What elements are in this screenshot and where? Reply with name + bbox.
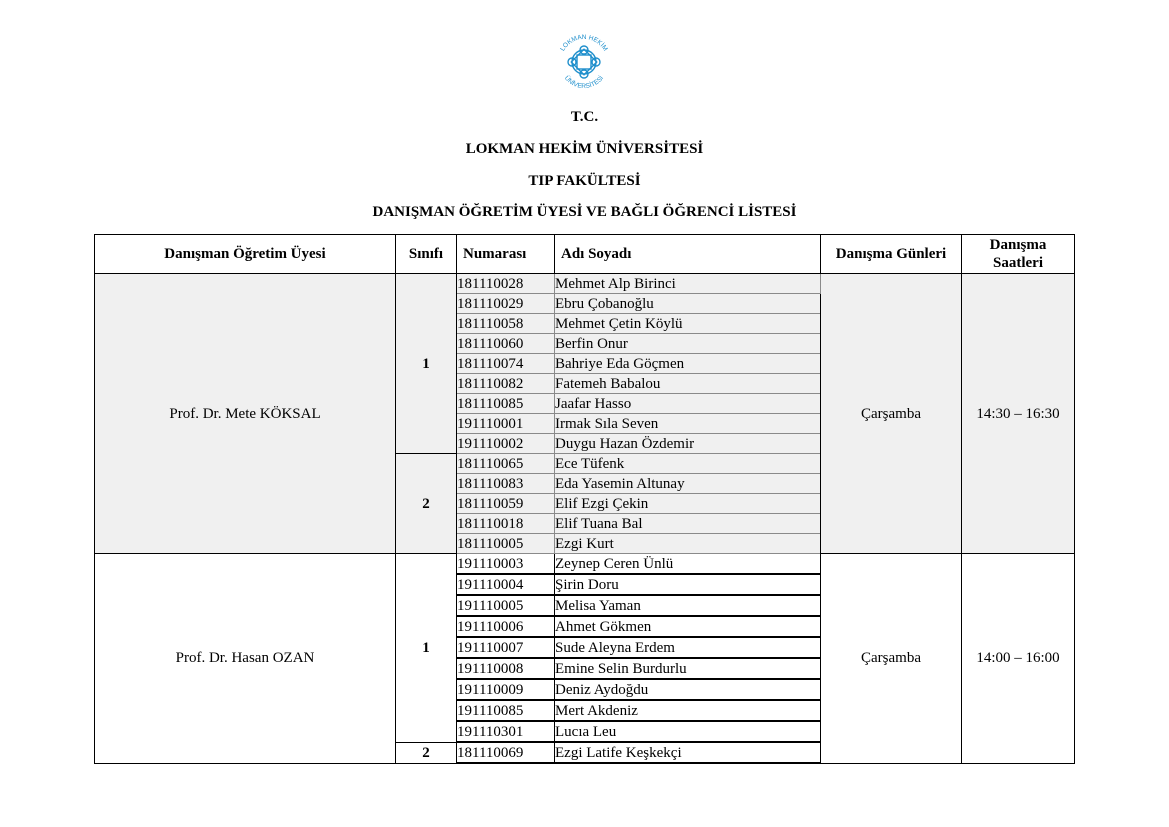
advisor-student-table: [94, 234, 1075, 764]
student-name: Bahriye Eda Göçmen: [555, 354, 821, 374]
advising-days: Çarşamba: [821, 554, 962, 764]
student-name: Zeynep Ceren Ünlü: [555, 554, 821, 575]
student-number: 181110074: [457, 354, 555, 374]
student-name: Elif Ezgi Çekin: [555, 494, 821, 514]
class-number: 1: [396, 274, 457, 454]
student-name: Mert Akdeniz: [555, 700, 821, 721]
student-name: Eda Yasemin Altunay: [555, 474, 821, 494]
student-number: 191110085: [457, 700, 555, 721]
class-number: 2: [396, 454, 457, 554]
student-number: 191110003: [457, 554, 555, 575]
student-number: 181110028: [457, 274, 555, 294]
header-class: Sınıfı: [396, 235, 457, 274]
advisor-group: [95, 554, 1075, 764]
student-number: 181110059: [457, 494, 555, 514]
student-number: 191110005: [457, 595, 555, 616]
student-number: 191110008: [457, 658, 555, 679]
student-number: 181110085: [457, 394, 555, 414]
heading-tc: T.C.: [570, 109, 599, 125]
class-number: 2: [396, 742, 457, 763]
student-number: 181110060: [457, 334, 555, 354]
student-number: 191110002: [457, 434, 555, 454]
student-number: 191110004: [457, 574, 555, 595]
student-number: 181110083: [457, 474, 555, 494]
header-number: Numarası: [457, 235, 555, 274]
header-advisor: Danışman Öğretim Üyesi: [95, 235, 396, 274]
header-days: Danışma Günleri: [821, 235, 962, 274]
student-name: Elif Tuana Bal: [555, 514, 821, 534]
advisor-name: Prof. Dr. Hasan OZAN: [95, 554, 396, 764]
student-name: Jaafar Hasso: [555, 394, 821, 414]
student-name: Melisa Yaman: [555, 595, 821, 616]
student-number: 181110065: [457, 454, 555, 474]
student-name: Deniz Aydoğdu: [555, 679, 821, 700]
university-logo-icon: [552, 30, 616, 94]
student-number: 181110082: [457, 374, 555, 394]
heading-list-title: DANIŞMAN ÖĞRETİM ÜYESİ VE BAĞLI ÖĞRENCİ LİSTESİ: [372, 204, 797, 220]
logo-text-top: LOKMAN HEKİM: [559, 33, 609, 53]
table-row: [95, 554, 1075, 575]
student-number: 191110301: [457, 721, 555, 742]
student-name: Ezgi Latife Keşkekçi: [555, 742, 821, 763]
logo-text-bottom: ÜNİVERSİTESİ: [562, 74, 606, 91]
student-name: Şirin Doru: [555, 574, 821, 595]
student-name: Emine Selin Burdurlu: [555, 658, 821, 679]
student-name: Irmak Sıla Seven: [555, 414, 821, 434]
heading-university: LOKMAN HEKİM ÜNİVERSİTESİ: [465, 141, 704, 157]
advisor-name: Prof. Dr. Mete KÖKSAL: [95, 274, 396, 554]
student-name: Fatemeh Babalou: [555, 374, 821, 394]
advising-hours: 14:00 – 16:00: [962, 554, 1075, 764]
table-row: [95, 274, 1075, 294]
student-name: Ahmet Gökmen: [555, 616, 821, 637]
student-number: 191110001: [457, 414, 555, 434]
student-number: 181110058: [457, 314, 555, 334]
class-number: 1: [396, 554, 457, 743]
table-header-row: [95, 235, 1075, 274]
student-name: Ebru Çobanoğlu: [555, 294, 821, 314]
advisor-group: [95, 274, 1075, 554]
header-hours: [962, 235, 1075, 274]
student-number: 191110007: [457, 637, 555, 658]
student-name: Berfin Onur: [555, 334, 821, 354]
advising-hours: 14:30 – 16:30: [962, 274, 1075, 554]
student-name: Mehmet Alp Birinci: [555, 274, 821, 294]
student-name: Lucıa Leu: [555, 721, 821, 742]
header-hours-line1: Danışma: [989, 237, 1047, 253]
student-number: 181110069: [457, 742, 555, 763]
student-number: 191110009: [457, 679, 555, 700]
header-hours-line2: Saatleri: [993, 255, 1043, 271]
student-number: 191110006: [457, 616, 555, 637]
student-number: 181110005: [457, 534, 555, 554]
student-number: 181110018: [457, 514, 555, 534]
student-number: 181110029: [457, 294, 555, 314]
student-name: Ezgi Kurt: [555, 534, 821, 554]
student-name: Ece Tüfenk: [555, 454, 821, 474]
svg-text:ÜNİVERSİTESİ: [563, 74, 605, 91]
student-name: Mehmet Çetin Köylü: [555, 314, 821, 334]
student-name: Sude Aleyna Erdem: [555, 637, 821, 658]
advising-days: Çarşamba: [821, 274, 962, 554]
student-name: Duygu Hazan Özdemir: [555, 434, 821, 454]
university-logo: [552, 30, 616, 94]
heading-faculty: TIP FAKÜLTESİ: [528, 173, 641, 189]
header-name: Adı Soyadı: [555, 235, 821, 274]
